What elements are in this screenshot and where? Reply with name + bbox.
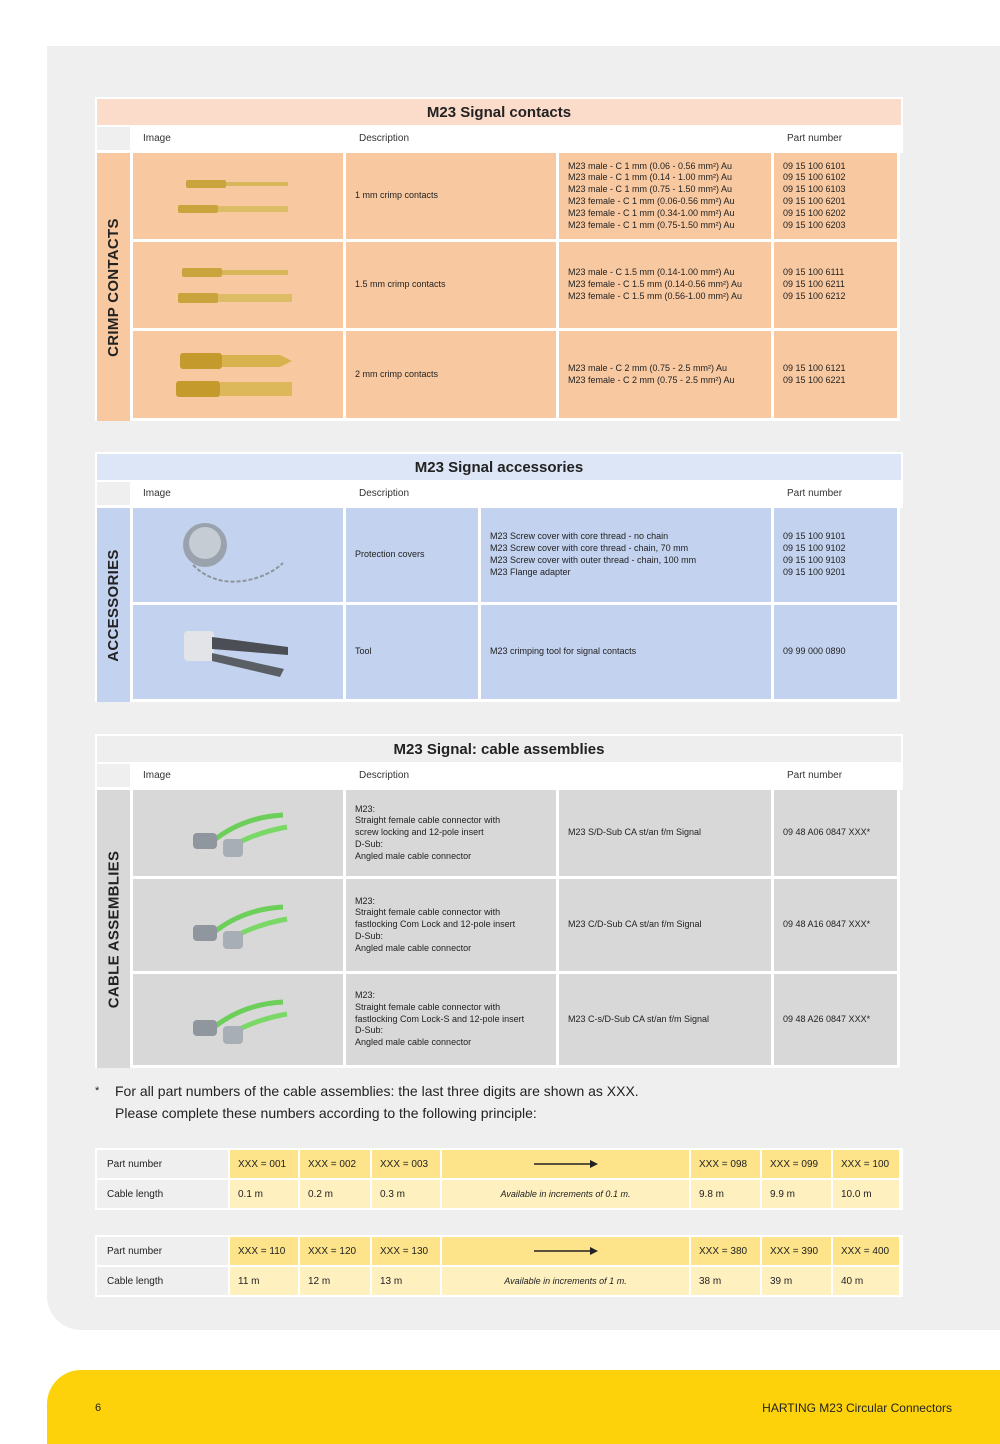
cable-assemblies-side-label: CABLE ASSEMBLIES (95, 790, 133, 1068)
increment-note: Available in increments of 1 m. (442, 1267, 689, 1295)
table-row (133, 242, 903, 331)
header-image: Image (133, 127, 349, 153)
pn-cell: XXX = 098 (691, 1150, 760, 1178)
cl-cell: 38 m (691, 1267, 760, 1295)
part-number-row (97, 1150, 901, 1178)
cl-cell: 40 m (833, 1267, 899, 1295)
arrow-right-icon (442, 1237, 689, 1265)
pn-cell: XXX = 130 (372, 1237, 440, 1265)
pn-cell: XXX = 400 (833, 1237, 899, 1265)
pn-cell: XXX = 003 (372, 1150, 440, 1178)
row-variants: M23 male - C 1 mm (0.06 - 0.56 mm²) Au M23 male - C 1 mm (0.14 - 1.00 mm²) Au M23 male - C 1 mm (0.75 - 1.50 mm²) Au M23 female - C 1 mm (0.06-0.56 mm²) Au M23 female - C 1 mm (0.34-1.00 mm²) Au M23 female - C 1 mm (0.75-1.50 mm²) Au (559, 153, 774, 242)
crimp-contacts-side-label: CRIMP CONTACTS (95, 153, 133, 421)
table-row (133, 605, 903, 702)
accessories-title: M23 Signal accessories (95, 452, 903, 482)
part-number-row (97, 1237, 901, 1265)
row-part-numbers: 09 15 100 6121 09 15 100 6221 (774, 331, 900, 421)
label-cable-length: Cable length (97, 1180, 228, 1208)
label-part-number: Part number (97, 1237, 228, 1265)
principle-table-1 (95, 1148, 903, 1210)
row-variants: M23 C-s/D-Sub CA st/an f/m Signal (559, 974, 774, 1068)
cl-cell: 11 m (230, 1267, 298, 1295)
header-description: Description (349, 127, 777, 153)
header-part-number: Part number (777, 127, 903, 153)
page-number: 6 (95, 1402, 102, 1414)
header-spacer (97, 127, 133, 153)
cl-cell: 10.0 m (833, 1180, 899, 1208)
crimp-contact-2mm-image (133, 331, 346, 421)
pn-cell: XXX = 110 (230, 1237, 298, 1265)
row-variants: M23 S/D-Sub CA st/an f/m Signal (559, 790, 774, 879)
row-part-numbers: 09 48 A16 0847 XXX* (774, 879, 900, 974)
table-row (133, 790, 903, 879)
row-description: Tool (346, 605, 481, 702)
increment-note: Available in increments of 0.1 m. (442, 1180, 689, 1208)
cl-cell: 0.2 m (300, 1180, 370, 1208)
contacts-section (95, 97, 903, 421)
protection-cover-image (133, 508, 346, 605)
cl-cell: 0.3 m (372, 1180, 440, 1208)
row-description: 1.5 mm crimp contacts (346, 242, 559, 331)
pn-cell: XXX = 120 (300, 1237, 370, 1265)
row-variants: M23 Screw cover with core thread - no chain M23 Screw cover with core thread - chain, 70 mm M23 Screw cover with outer thread - chain, 100 mm M23 Flange adapter (481, 508, 774, 605)
accessories-side-label: ACCESSORIES (95, 508, 133, 702)
footnote (95, 1080, 639, 1124)
cl-cell: 13 m (372, 1267, 440, 1295)
accessories-section (95, 452, 903, 702)
row-part-numbers: 09 15 100 6111 09 15 100 6211 09 15 100 6212 (774, 242, 900, 331)
row-part-numbers: 09 15 100 6101 09 15 100 6102 09 15 100 6103 09 15 100 6201 09 15 100 6202 09 15 100 6203 (774, 153, 900, 242)
cable-length-row (97, 1180, 901, 1208)
cables-section (95, 734, 903, 1068)
header-part-number: Part number (777, 764, 903, 790)
header-spacer (97, 764, 133, 790)
table-row (133, 508, 903, 605)
row-description: Protection covers (346, 508, 481, 605)
footnote-line-2: Please complete these numbers according to the following principle: (115, 1105, 537, 1121)
cl-cell: 12 m (300, 1267, 370, 1295)
table-row (133, 331, 903, 421)
pn-cell: XXX = 380 (691, 1237, 760, 1265)
table-row (133, 153, 903, 242)
contacts-header-row (95, 127, 903, 153)
pn-cell: XXX = 099 (762, 1150, 831, 1178)
footer-brand: HARTING M23 Circular Connectors (762, 1401, 952, 1415)
label-part-number: Part number (97, 1150, 228, 1178)
header-spacer (97, 482, 133, 508)
header-part-number: Part number (777, 482, 903, 508)
crimping-tool-image (133, 605, 346, 702)
cable-assembly-image (133, 974, 346, 1068)
cable-assembly-image (133, 879, 346, 974)
cl-cell: 39 m (762, 1267, 831, 1295)
cable-assembly-image (133, 790, 346, 879)
crimp-contact-1-5mm-image (133, 242, 346, 331)
cables-header-row (95, 764, 903, 790)
row-variants: M23 C/D-Sub CA st/an f/m Signal (559, 879, 774, 974)
row-part-numbers: 09 48 A26 0847 XXX* (774, 974, 900, 1068)
accessories-header-row (95, 482, 903, 508)
row-part-numbers: 09 15 100 9101 09 15 100 9102 09 15 100 9103 09 15 100 9201 (774, 508, 900, 605)
label-cable-length: Cable length (97, 1267, 228, 1295)
row-description: M23: Straight female cable connector with fastlocking Com Lock and 12-pole insert D-Sub: Angled male cable connector (346, 879, 559, 974)
cl-cell: 0.1 m (230, 1180, 298, 1208)
pn-cell: XXX = 100 (833, 1150, 899, 1178)
header-description: Description (349, 764, 777, 790)
footnote-line-1: For all part numbers of the cable assemblies: the last three digits are shown as XXX. (115, 1083, 639, 1099)
table-row (133, 879, 903, 974)
header-description: Description (349, 482, 777, 508)
page-footer (47, 1370, 1000, 1444)
crimp-contact-1mm-image (133, 153, 346, 242)
row-description: M23: Straight female cable connector with fastlocking Com Lock-S and 12-pole insert D-Sub: Angled male cable connector (346, 974, 559, 1068)
row-variants: M23 male - C 1.5 mm (0.14-1.00 mm²) Au M23 female - C 1.5 mm (0.14-0.56 mm²) Au M23 female - C 1.5 mm (0.56-1.00 mm²) Au (559, 242, 774, 331)
header-image: Image (133, 482, 349, 508)
cl-cell: 9.9 m (762, 1180, 831, 1208)
row-description: 2 mm crimp contacts (346, 331, 559, 421)
row-description: M23: Straight female cable connector with screw locking and 12-pole insert D-Sub: Angled male cable connector (346, 790, 559, 879)
row-part-numbers: 09 99 000 0890 (774, 605, 900, 702)
arrow-right-icon (442, 1150, 689, 1178)
cl-cell: 9.8 m (691, 1180, 760, 1208)
cables-title: M23 Signal: cable assemblies (95, 734, 903, 764)
row-variants: M23 crimping tool for signal contacts (481, 605, 774, 702)
row-description: 1 mm crimp contacts (346, 153, 559, 242)
cable-length-row (97, 1267, 901, 1295)
footnote-star: * (95, 1085, 100, 1097)
contacts-title: M23 Signal contacts (95, 97, 903, 127)
principle-table-2 (95, 1235, 903, 1297)
row-variants: M23 male - C 2 mm (0.75 - 2.5 mm²) Au M23 female - C 2 mm (0.75 - 2.5 mm²) Au (559, 331, 774, 421)
table-row (133, 974, 903, 1068)
pn-cell: XXX = 002 (300, 1150, 370, 1178)
pn-cell: XXX = 001 (230, 1150, 298, 1178)
row-part-numbers: 09 48 A06 0847 XXX* (774, 790, 900, 879)
pn-cell: XXX = 390 (762, 1237, 831, 1265)
header-image: Image (133, 764, 349, 790)
